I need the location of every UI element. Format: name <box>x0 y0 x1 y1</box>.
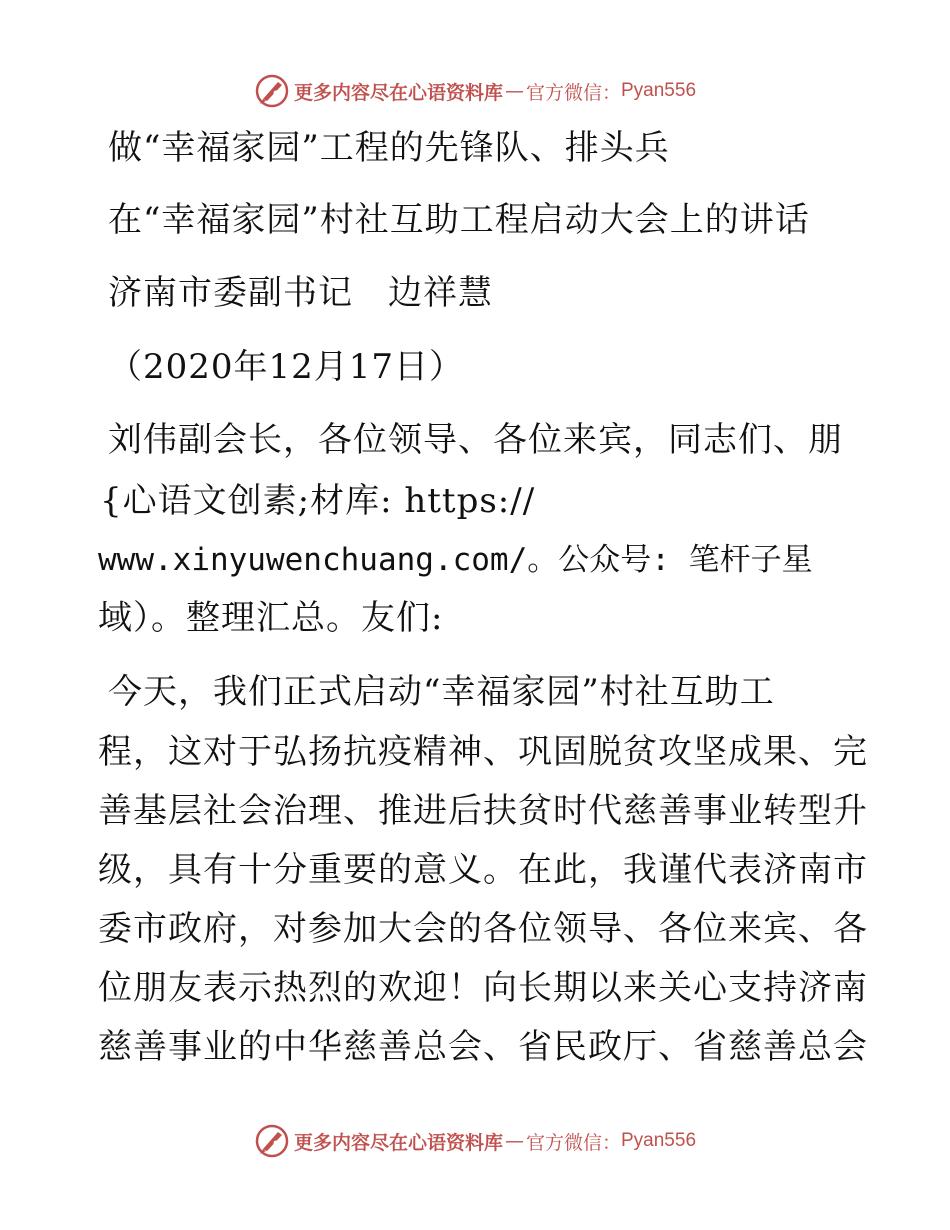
salutation-line: 刘伟副会长，各位领导、各位来宾，同志们、朋 <box>108 420 843 460</box>
document-date: （2020年12月17日） <box>108 347 465 387</box>
watermark-brand: 更多内容尽在心语资料库 <box>293 81 503 104</box>
quill-pen-icon <box>254 73 290 109</box>
salutation-line: {心语文创素;材库: https:// <box>100 481 536 521</box>
quill-pen-icon <box>254 1123 290 1159</box>
body-line: 程，这对于弘扬抗疫精神、巩固脱贫攻坚成果、完 <box>98 732 868 772</box>
document-subtitle: 在“幸福家园”村社互助工程启动大会上的讲话 <box>108 200 810 240</box>
body-line: 委市政府，对参加大会的各位领导、各位来宾、各 <box>98 909 868 949</box>
document-author: 济南市委副书记 边祥慧 <box>108 273 493 313</box>
watermark-handle: Pyan556 <box>621 80 697 101</box>
header-watermark <box>0 71 950 111</box>
watermark-separator: — <box>504 1130 524 1152</box>
footer-watermark <box>0 1121 950 1161</box>
body-line: 慈善事业的中华慈善总会、省民政厅、省慈善总会 <box>98 1027 868 1067</box>
salutation-line: www.xinyuwenchuang.com/。公众号: 笔杆子星 <box>98 542 813 578</box>
watermark-brand: 更多内容尽在心语资料库 <box>293 1131 503 1154</box>
body-line: 今天，我们正式启动“幸福家园”村社互助工 <box>108 672 775 712</box>
watermark-label: 官方微信： <box>525 81 621 104</box>
salutation-line: 域）。整理汇总。友们: <box>98 598 444 638</box>
body-line: 位朋友表示热烈的欢迎！向长期以来关心支持济南 <box>98 968 868 1008</box>
watermark-handle: Pyan556 <box>621 1130 697 1151</box>
body-line: 善基层社会治理、推进后扶贫时代慈善事业转型升 <box>98 791 868 831</box>
watermark-separator: — <box>504 80 524 102</box>
watermark-label: 官方微信： <box>525 1131 621 1154</box>
body-line: 级，具有十分重要的意义。在此，我谨代表济南市 <box>98 850 868 890</box>
document-title: 做“幸福家园”工程的先锋队、排头兵 <box>108 128 670 168</box>
